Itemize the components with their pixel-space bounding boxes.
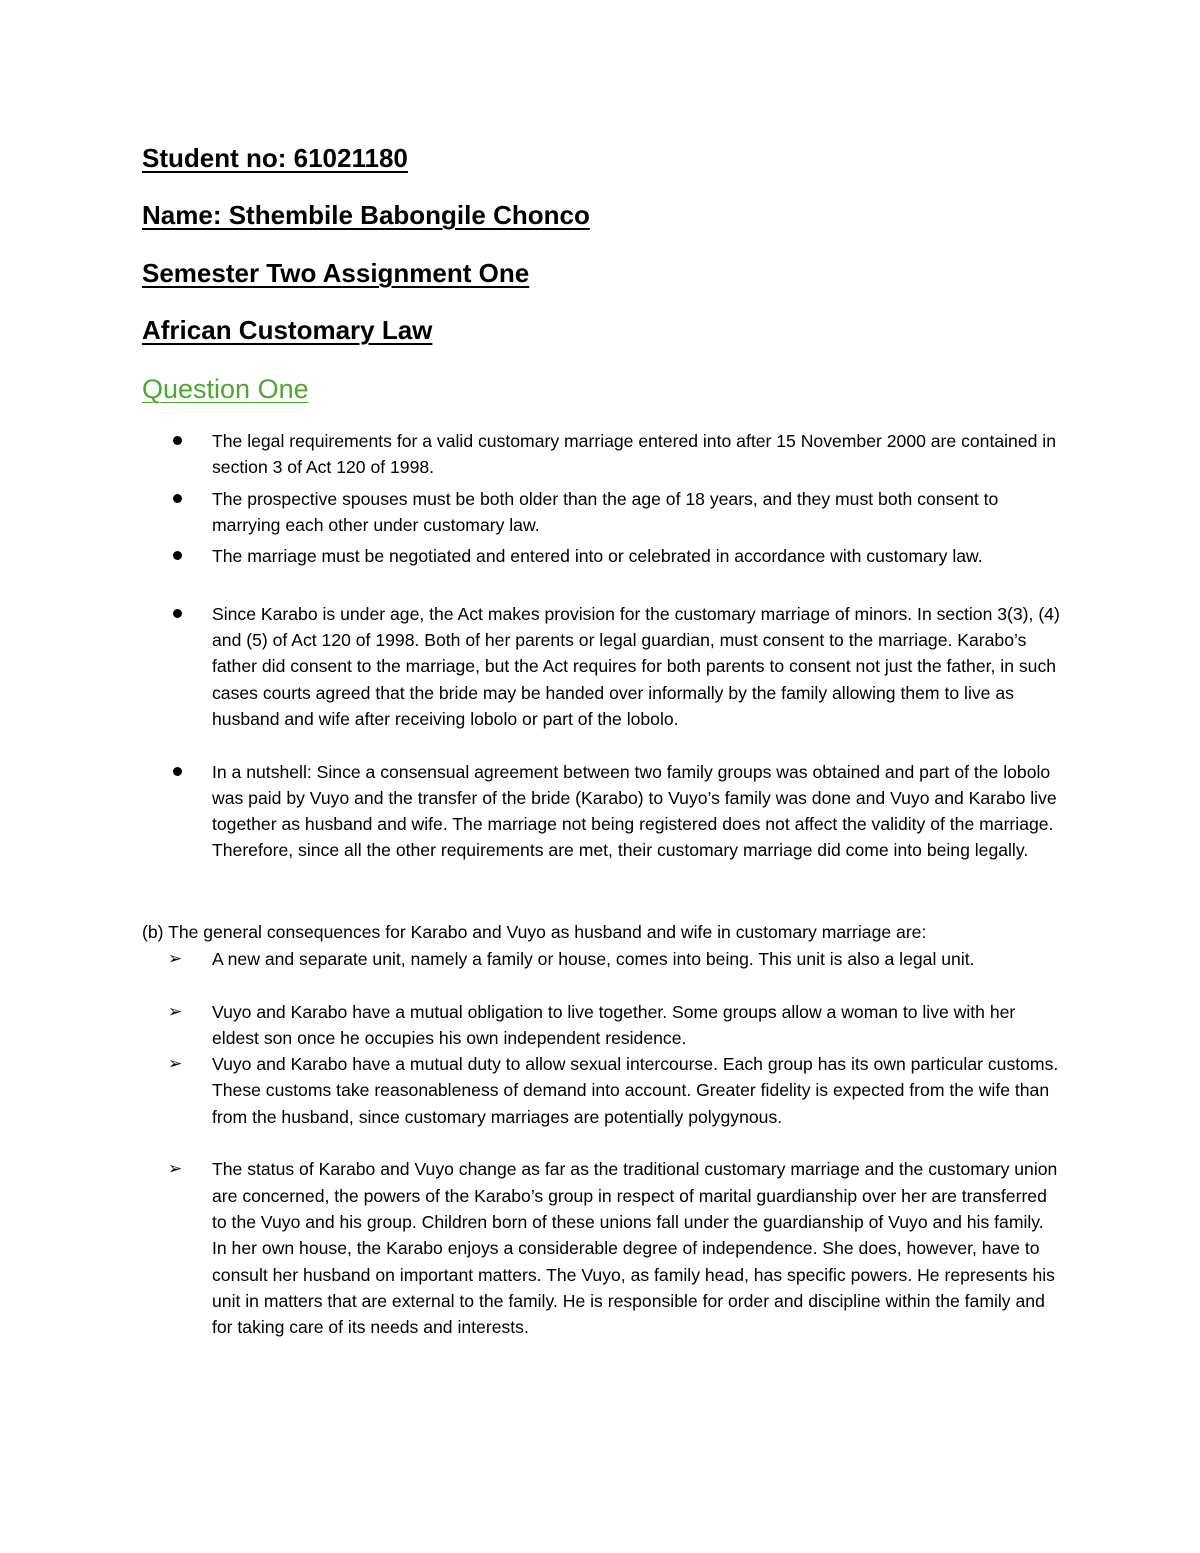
bullet-icon — [173, 494, 182, 503]
list-item — [0, 1156, 1062, 1366]
list-item-text: Vuyo and Karabo have a mutual duty to allow sexual intercourse. Each group has its own particular customs. These customs take reasonableness of demand into account. Greater fidelity is expected from the wife than from the husband, since customary marriages are potentially polygynous. — [212, 1054, 1059, 1127]
list-item — [0, 543, 1062, 596]
part-b-intro: (b) The general consequences for Karabo and Vuyo as husband and wife in customary marriage are: — [142, 922, 927, 942]
arrow-bullet-icon: ➢ — [168, 1001, 183, 1021]
list-item-text: Since Karabo is under age, the Act makes provision for the customary marriage of minors. In section 3(3), (4) and (5) of Act 120 of 1998. Both of her parents or legal guardian, must consent to the marriage. Karabo’s father did consent to the marriage, but the Act requires for both parents to consent not just the father, in such cases courts agreed that the bride may be handed over informally by the family allowing them to live as husband and wife after receiving lobolo or part of the lobolo. — [212, 603, 1060, 729]
list-item-text: A new and separate unit, namely a family or house, comes into being. This unit is also a legal unit. — [212, 949, 975, 969]
bullet-icon — [173, 767, 182, 776]
question-title: Question One — [142, 374, 309, 404]
list-item-text: In a nutshell: Since a consensual agreement between two family groups was obtained and part of the lobolo was paid by Vuyo and the transfer of the bride (Karabo) to Vuyo’s family was done and Vuyo and Karabo live together as husband and wife. The marriage not being registered does not affect the validity of the marriage. Therefore, since all the other requirements are met, their customary marriage did come into being legally. — [212, 761, 1057, 861]
student-name-heading: Name: Sthembile Babongile Chonco — [142, 200, 590, 230]
list-item — [0, 601, 1062, 759]
list-item — [0, 1051, 1062, 1156]
list-item — [0, 428, 1062, 481]
assignment-heading: Semester Two Assignment One — [142, 258, 530, 288]
part-a-list — [0, 428, 1062, 890]
bullet-icon — [173, 609, 182, 618]
arrow-bullet-icon: ➢ — [168, 1159, 183, 1179]
arrow-bullet-icon: ➢ — [168, 949, 183, 968]
subject-heading: African Customary Law — [142, 315, 433, 345]
list-item — [0, 946, 1062, 999]
arrow-bullet-icon: ➢ — [168, 1054, 183, 1074]
student-number-heading: Student no: 61021180 — [142, 143, 408, 173]
list-item — [0, 759, 1062, 891]
list-item — [0, 486, 1062, 539]
list-item — [0, 999, 1062, 1052]
bullet-icon — [173, 551, 182, 560]
list-item-text: The marriage must be negotiated and entered into or celebrated in accordance with customary law. — [212, 546, 983, 567]
part-b-list — [0, 946, 1062, 1367]
list-item-text: The legal requirements for a valid customary marriage entered into after 15 November 2000 are contained in section 3 of Act 120 of 1998. — [212, 431, 1056, 478]
list-item-text: The prospective spouses must be both older than the age of 18 years, and they must both consent to marrying each other under customary law. — [212, 488, 999, 535]
bullet-icon — [173, 436, 182, 445]
list-item-text: The status of Karabo and Vuyo change as far as the traditional customary marriage and the customary union are concerned, the powers of the Karabo’s group in respect of marital guardianship over her are transferred to the Vuyo and his group. Children born of these unions fall under the guardianship of Vuyo and his family. In her own house, the Karabo enjoys a considerable degree of independence. She does, however, have to consult her husband on important matters. The Vuyo, as family head, has specific powers. He represents his unit in matters that are external to the family. He is responsible for order and discipline within the family and for taking care of its needs and interests. — [212, 1159, 1058, 1338]
list-item-text: Vuyo and Karabo have a mutual obligation to live together. Some groups allow a woman to live with her eldest son once he occupies his own independent residence. — [212, 1001, 1016, 1048]
